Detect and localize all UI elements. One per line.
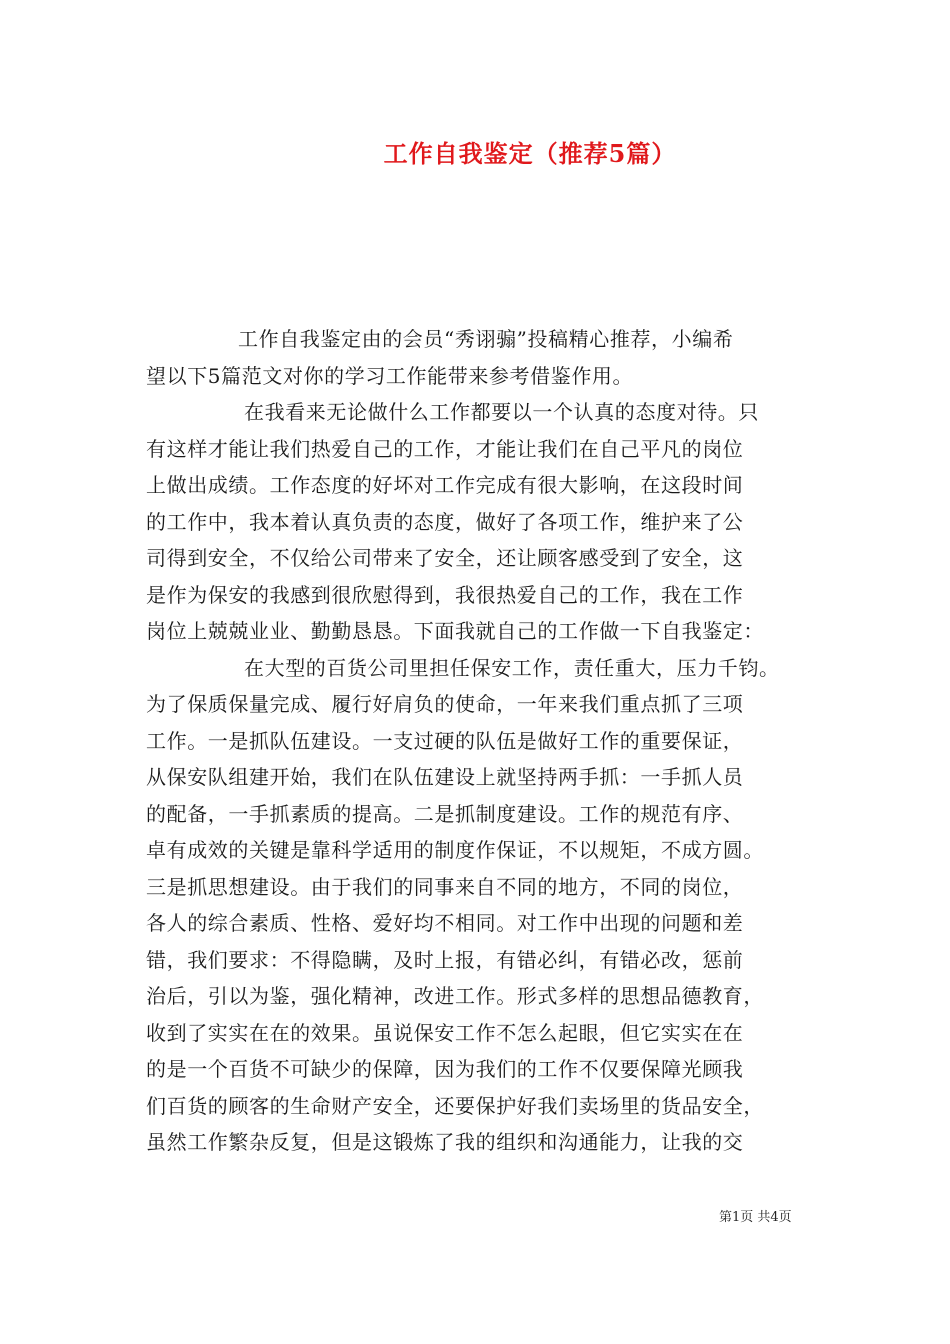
text-line: 司得到安全，不仅给公司带来了安全，还让顾客感受到了安全，这 <box>146 546 744 570</box>
page-number: 第1页 共4页 <box>719 1210 792 1225</box>
text-line: 为了保质保量完成、履行好肩负的使命，一年来我们重点抓了三项 <box>146 692 744 716</box>
text-line: 岗位上兢兢业业、勤勤恳恳。下面我就自己的工作做一下自我鉴定： <box>146 619 764 643</box>
text-line: 有这样才能让我们热爱自己的工作，才能让我们在自己平凡的岗位 <box>146 436 744 461</box>
text-line: 的工作中，我本着认真负责的态度，做好了各项工作，维护来了公 <box>146 509 744 534</box>
text-line: 三是抓思想建设。由于我们的同事来自不同的地方，不同的岗位， <box>146 874 744 899</box>
text-line: 治后，引以为鉴，强化精神，改进工作。形式多样的思想品德教育， <box>146 984 764 1008</box>
text-line: 虽然工作繁杂反复，但是这锻炼了我的组织和沟通能力，让我的交 <box>146 1130 744 1154</box>
text-line: 的是一个百货不可缺少的保障，因为我们的工作不仅要保障光顾我 <box>146 1057 744 1081</box>
document-body <box>146 321 830 1161</box>
text-line: 卓有成效的关键是靠科学适用的制度作保证，不以规矩，不成方圆。 <box>146 838 764 862</box>
text-line: 望以下5篇范文对你的学习工作能带来参考借鉴作用。 <box>146 363 634 388</box>
text-line: 错，我们要求：不得隐瞒，及时上报，有错必纠，有错必改，惩前 <box>146 947 744 972</box>
text-line: 工作自我鉴定由的会员“秀诩骟”投稿精心推荐，小编希 <box>238 327 734 351</box>
text-line: 各人的综合素质、性格、爱好均不相同。对工作中出现的问题和差 <box>146 911 744 935</box>
text-line: 们百货的顾客的生命财产安全，还要保护好我们卖场里的货品安全， <box>146 1093 764 1118</box>
text-line: 上做出成绩。工作态度的好坏对工作完成有很大影响，在这段时间 <box>146 473 744 497</box>
text-line: 从保安队组建开始，我们在队伍建设上就坚持两手抓：一手抓人员 <box>146 765 744 789</box>
text-line: 在我看来无论做什么工作都要以一个认真的态度对待。只 <box>244 400 759 424</box>
text-line: 收到了实实在在的效果。虽说保安工作不怎么起眼，但它实实在在 <box>146 1020 744 1045</box>
text-line: 在大型的百货公司里担任保安工作，责任重大，压力千钧。 <box>244 655 780 680</box>
text-line: 的配备，一手抓素质的提高。二是抓制度建设。工作的规范有序、 <box>146 801 744 826</box>
text-line: 是作为保安的我感到很欣慰得到，我很热爱自己的工作，我在工作 <box>146 582 744 607</box>
document-title: 工作自我鉴定（推荐5篇） <box>383 139 677 168</box>
text-line: 工作。一是抓队伍建设。一支过硬的队伍是做好工作的重要保证， <box>146 728 744 753</box>
